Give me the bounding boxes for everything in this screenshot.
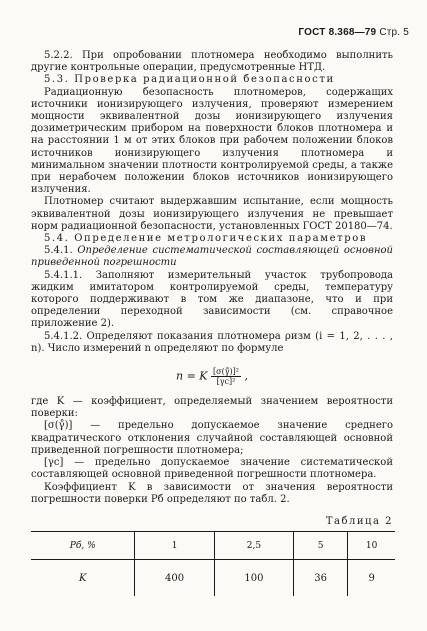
table-cell: 100: [214, 560, 293, 597]
section-heading-5-3: 5.3. Проверка радиационной безопасности: [44, 74, 335, 86]
subsection-number: 5.4.1.: [44, 245, 73, 257]
table-row: [31, 560, 395, 597]
formula-fraction: [211, 367, 241, 386]
table-cell: 9: [348, 560, 395, 597]
paragraph-5-4-1-2: 5.4.1.2. Определяют показания плотномера ρизм (i = 1, 2, . . . , n). Число измерений n определяют по формуле: [31, 330, 393, 354]
page-number: Стр. 5: [379, 27, 409, 38]
formula: [31, 367, 393, 386]
standard-number: ГОСТ 8.368—79: [298, 27, 377, 38]
formula-tail: ,: [244, 369, 248, 383]
table-cell: 10: [348, 532, 395, 560]
table-cell: K: [31, 560, 135, 597]
formula-lhs: n = K: [176, 369, 208, 383]
subsection-title: Определение систематической составляющей основной приведенной погрешности: [31, 245, 393, 269]
table-cell: 5: [294, 532, 348, 560]
table-cell: 400: [135, 560, 214, 597]
table-cell: 36: [294, 560, 348, 597]
paragraph-5-3-body: Радиационную безопасность плотномеров, содержащих источники ионизирующего излучения, проверяют измерением мощности эквивалентной дозы ионизирующего излучения дозиметрическим прибором на поверхности блоков плотномера и на расстоянии 1 м от этих блоков при рабочем положении блоков источников ионизирующего излучения плотномера и минимальном значении плотности контролируемой среды, а также при нерабочем положении блоков источников ионизирующего излучения.: [31, 86, 393, 196]
section-heading-5-4: 5.4. Определение метрологических параметров: [44, 233, 368, 245]
table-cell: Pб, %: [31, 532, 135, 560]
definition-sigma: [σ(γ̊)] — предельно допускаемое значение среднего квадратического отклонения случайной составляющей основной приведенной погрешности плотномера;: [31, 420, 393, 456]
paragraph-5-2-2: 5.2.2. При опробовании плотномера необходимо выполнить другие контрольные операции, предусмотренные НТД.: [31, 50, 393, 74]
page-header: [298, 27, 409, 38]
definition-gamma: [γc] — предельно допускаемое значение систематической составляющей основной приведенной погрешности плотномера.: [31, 457, 393, 481]
table-row: [31, 532, 395, 560]
table-cell: 1: [135, 532, 214, 560]
table-cell: 2,5: [214, 532, 293, 560]
paragraph-5-3-conclusion: Плотномер считают выдержавшим испытание, если мощность эквивалентной дозы ионизирующего излучения не превышает норм радиационной безопасности, установленных ГОСТ 20180—74.: [31, 196, 393, 232]
formula-denominator: [γc]²: [216, 377, 236, 387]
subsection-heading-5-4-1: [31, 245, 393, 269]
formula-numerator: [σ(γ̊)]²: [213, 367, 239, 377]
paragraph-5-4-1-1: 5.4.1.1. Заполняют измерительный участок трубопровода жидким имитатором контролируемой среды, температуру которого поддерживают в том же диапазоне, что и при определении переходной зависимости (см. справочное приложение 2).: [31, 269, 393, 330]
paragraph-coefficient: Коэффициент K в зависимости от значения вероятности погрешности поверки Pб определяют по табл. 2.: [31, 481, 393, 505]
table-caption: Таблица 2: [325, 516, 393, 527]
definition-k: где K — коэффициент, определяемый значением вероятности поверки:: [31, 396, 393, 420]
document-body: [31, 50, 393, 506]
data-table: [31, 531, 395, 596]
